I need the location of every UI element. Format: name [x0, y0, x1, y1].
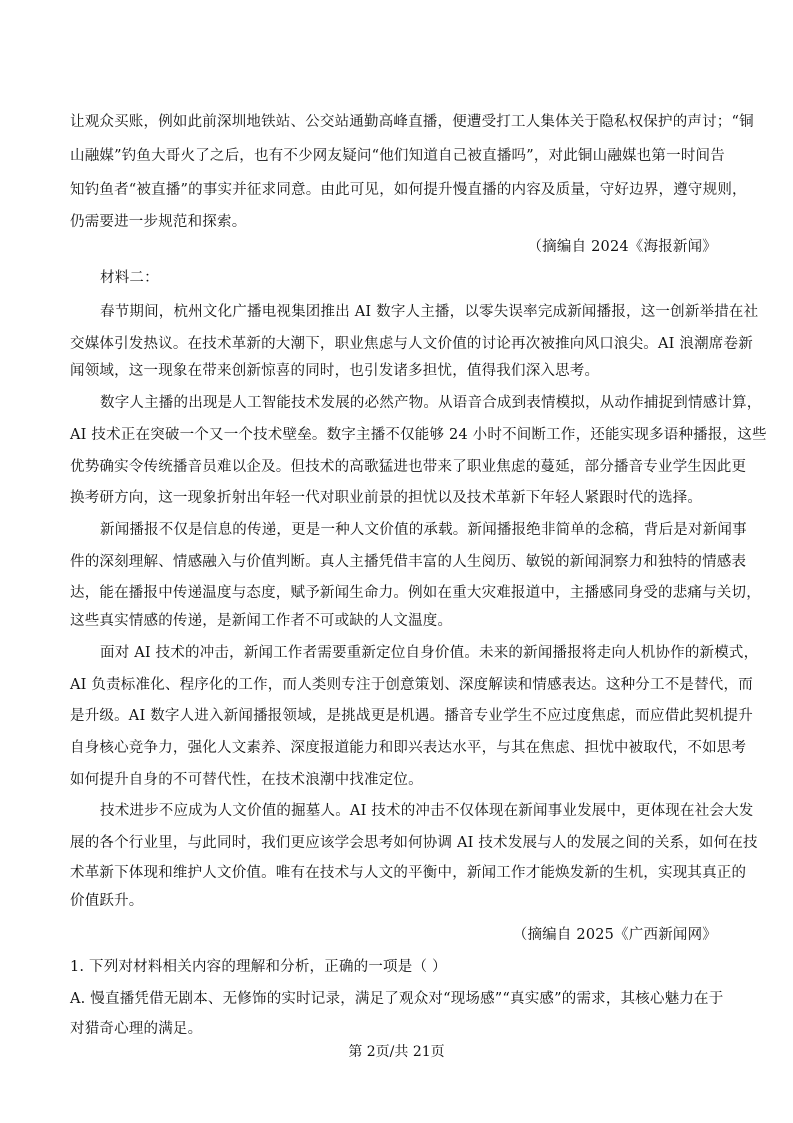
paragraph-line: 面对 AI 技术的冲击，新闻工作者需要重新定位自身价值。未来的新闻播报将走向人机协作的新模式， — [100, 645, 759, 661]
paragraph-line: 是升级。AI 数字人进入新闻播报领域，是挑战更是机遇。播音专业学生不应过度焦虑，而应借此契机提升 — [70, 708, 753, 724]
paragraph-line: 闻领域，这一现象在带来创新惊喜的同时，也引发诸多担忧，值得我们深入思考。 — [70, 363, 600, 379]
paragraph-line: 如何提升自身的不可替代性，在技术浪潮中找准定位。 — [70, 772, 423, 788]
paragraph-line: 价值跃升。 — [70, 893, 144, 909]
paragraph-line: 新闻播报不仅是信息的传递，更是一种人文价值的承载。新闻播报绝非简单的念稿，背后是对新闻事 — [100, 522, 747, 538]
paragraph-line: 优势确实令传统播音员难以企及。但技术的高歌猛进也带来了职业焦虑的蔓延，部分播音专业学生因此更 — [70, 459, 747, 475]
page-number: 第 2页/共 21页 — [348, 1044, 445, 1060]
paragraph-line: AI 负责标准化、程序化的工作，而人类则专注于创意策划、深度解读和情感表达。这种分工不是替代，而 — [70, 677, 753, 693]
paragraph-line: 数字人主播的出现是人工智能技术发展的必然产物。从语音合成到表情模拟，从动作捕捉到情感计算， — [100, 395, 762, 411]
material-heading: 材料二： — [100, 270, 159, 286]
paragraph-line: 春节期间，杭州文化广播电视集团推出 AI 数字人主播，以零失误率完成新闻播报，这一创新举措在社 — [100, 304, 759, 320]
paragraph-line: 换考研方向，这一现象折射出年轻一代对职业前景的担忧以及技术革新下年轻人紧跟时代的选择。 — [70, 490, 703, 506]
paragraph-line: 让观众买账，例如此前深圳地铁站、公交站通勤高峰直播，便遭受打工人集体关于隐私权保护的声讨；“铜 — [70, 114, 754, 130]
paragraph-line: 件的深刻理解、情感融入与价值判断。真人主播凭借丰富的人生阅历、敏锐的新闻洞察力和独特的情感表 — [70, 554, 747, 570]
paragraph-line: AI 技术正在突破一个又一个技术壁垒。数字主播不仅能够 24 小时不间断工作，还能实现多语种播报，这些 — [70, 427, 767, 443]
paragraph-line: 技术进步不应成为人文价值的掘墓人。AI 技术的冲击不仅体现在新闻事业发展中，更体现在社会大发 — [100, 803, 754, 819]
paragraph-line: 展的各个行业里，与此同时，我们更应该学会思考如何协调 AI 技术发展与人的发展之间的关系，如何在技 — [70, 835, 758, 851]
option-a-line: 对猎奇心理的满足。 — [70, 1021, 203, 1037]
question-stem: 1. 下列对材料相关内容的理解和分析，正确的一项是（ ） — [70, 959, 447, 975]
paragraph-line: 仍需要进一步规范和探索。 — [70, 214, 247, 230]
paragraph-line: 自身核心竞争力，强化人文素养、深度报道能力和即兴表达水平，与其在焦虑、担忧中被取代，不如思考 — [70, 740, 747, 756]
source-citation: （摘编自 2025《广西新闻网》 — [512, 927, 717, 943]
paragraph-line: 交媒体引发热议。在技术革新的大潮下，职业焦虑与人文价值的讨论再次被推向风口浪尖。AI 浪潮席卷新 — [70, 336, 753, 352]
option-a-line: A. 慢直播凭借无剧本、无修饰的实时记录，满足了观众对“现场感”“真实感”的需求，其核心魅力在于 — [70, 991, 724, 1007]
source-citation: （摘编自 2024《海报新闻》 — [527, 239, 717, 255]
paragraph-line: 术革新下体现和维护人文价值。唯有在技术与人文的平衡中，新闻工作才能焕发新的生机，实现其真正的 — [70, 865, 747, 881]
paragraph-line: 山融媒”钓鱼大哥火了之后，也有不少网友疑问“他们知道自己被直播吗”，对此铜山融媒也第一时间告 — [70, 148, 725, 164]
paragraph-line: 达，能在播报中传递温度与态度，赋予新闻生命力。例如在重大灾难报道中，主播感同身受的悲痛与关切， — [70, 585, 761, 601]
paragraph-line: 知钓鱼者“被直播”的事实并征求同意。由此可见，如何提升慢直播的内容及质量，守好边界，遵守规则， — [70, 182, 747, 198]
paragraph-line: 这些真实情感的传递，是新闻工作者不可或缺的人文温度。 — [70, 613, 453, 629]
